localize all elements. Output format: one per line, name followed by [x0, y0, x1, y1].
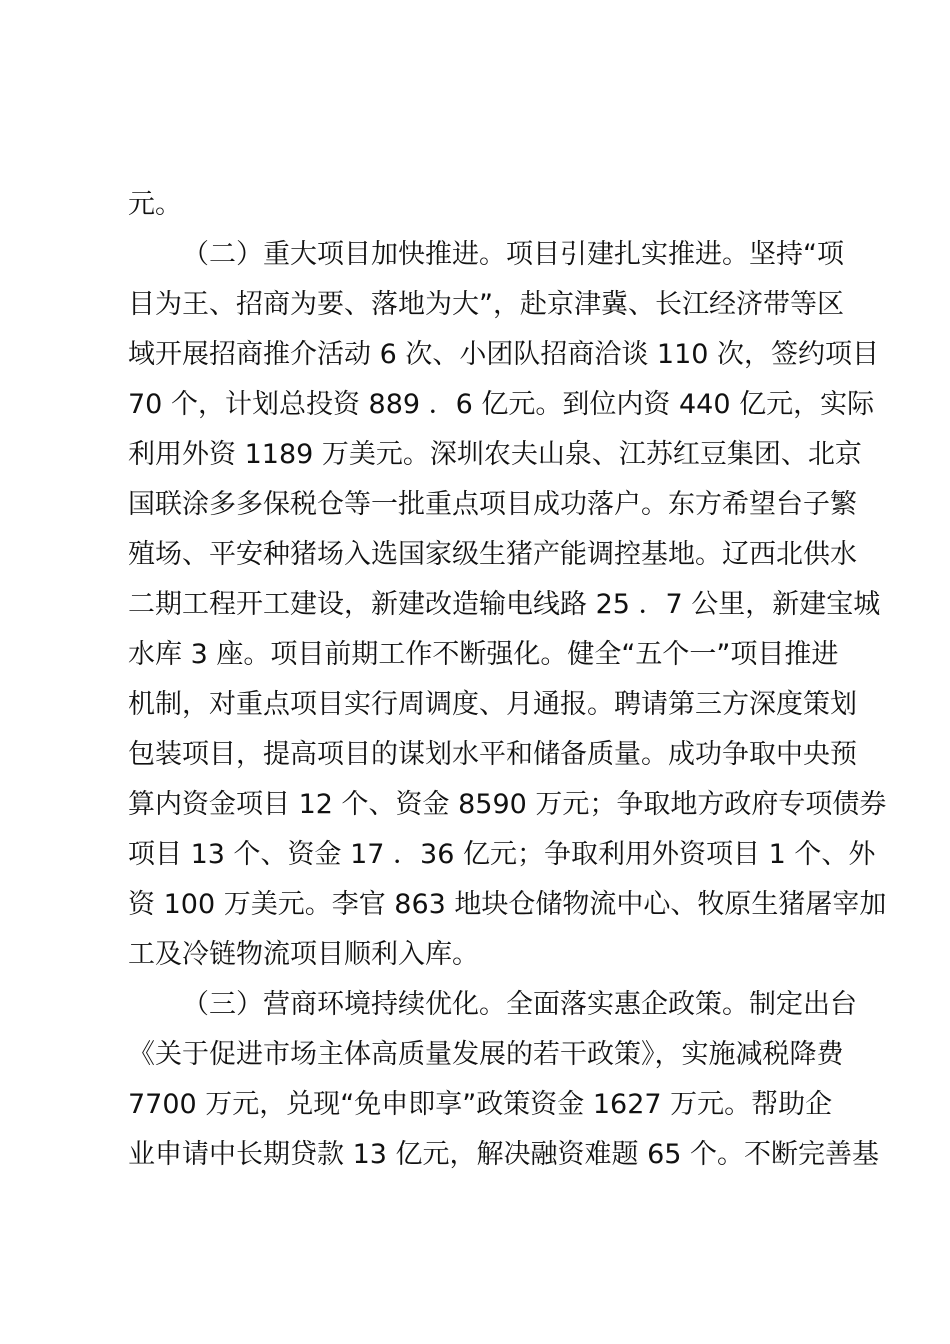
- paragraph-start-line: （二）重大项目加快推进。项目引建扎实推进。坚持“项: [182, 239, 844, 270]
- text-line: 二期工程开工建设，新建改造输电线路 25 ．7 公里，新建宝城: [128, 589, 881, 620]
- text-line: 《关于促进市场主体高质量发展的若干政策》，实施减税降费: [128, 1039, 844, 1070]
- text-line: 目为王、招商为要、落地为大”，赴京津冀、长江经济带等区: [128, 289, 844, 320]
- text-line: 资 100 万美元。李官 863 地块仓储物流中心、牧原生猪屠宰加: [128, 889, 887, 920]
- text-line: 7700 万元，兑现“免申即享”政策资金 1627 万元。帮助企: [128, 1089, 833, 1120]
- text-line: 利用外资 1189 万美元。深圳农夫山泉、江苏红豆集团、北京: [128, 439, 862, 470]
- text-line: 殖场、平安种猪场入选国家级生猪产能调控基地。辽西北供水: [128, 539, 857, 570]
- text-line: 算内资金项目 12 个、资金 8590 万元；争取地方政府专项债券: [128, 789, 887, 820]
- text-line: 项目 13 个、资金 17 ．36 亿元；争取利用外资项目 1 个、外: [128, 839, 876, 870]
- text-line: 包装项目，提高项目的谋划水平和储备质量。成功争取中央预: [128, 739, 857, 770]
- text-line: 元。: [128, 189, 182, 220]
- text-line: 工及冷链物流项目顺利入库。: [128, 939, 479, 970]
- text-line: 域开展招商推介活动 6 次、小团队招商洽谈 110 次，签约项目: [128, 339, 880, 370]
- text-line: 70 个，计划总投资 889 ．6 亿元。到位内资 440 亿元，实际: [128, 389, 875, 420]
- text-line: 国联涂多多保税仓等一批重点项目成功落户。东方希望台子繁: [128, 489, 857, 520]
- text-line: 水库 3 座。项目前期工作不断强化。健全“五个一”项目推进: [128, 639, 839, 670]
- text-line: 业申请中长期贷款 13 亿元，解决融资难题 65 个。不断完善基: [128, 1139, 880, 1170]
- text-line: 机制，对重点项目实行周调度、月通报。聘请第三方深度策划: [128, 689, 857, 720]
- paragraph-start-line: （三）营商环境持续优化。全面落实惠企政策。制定出台: [182, 989, 857, 1020]
